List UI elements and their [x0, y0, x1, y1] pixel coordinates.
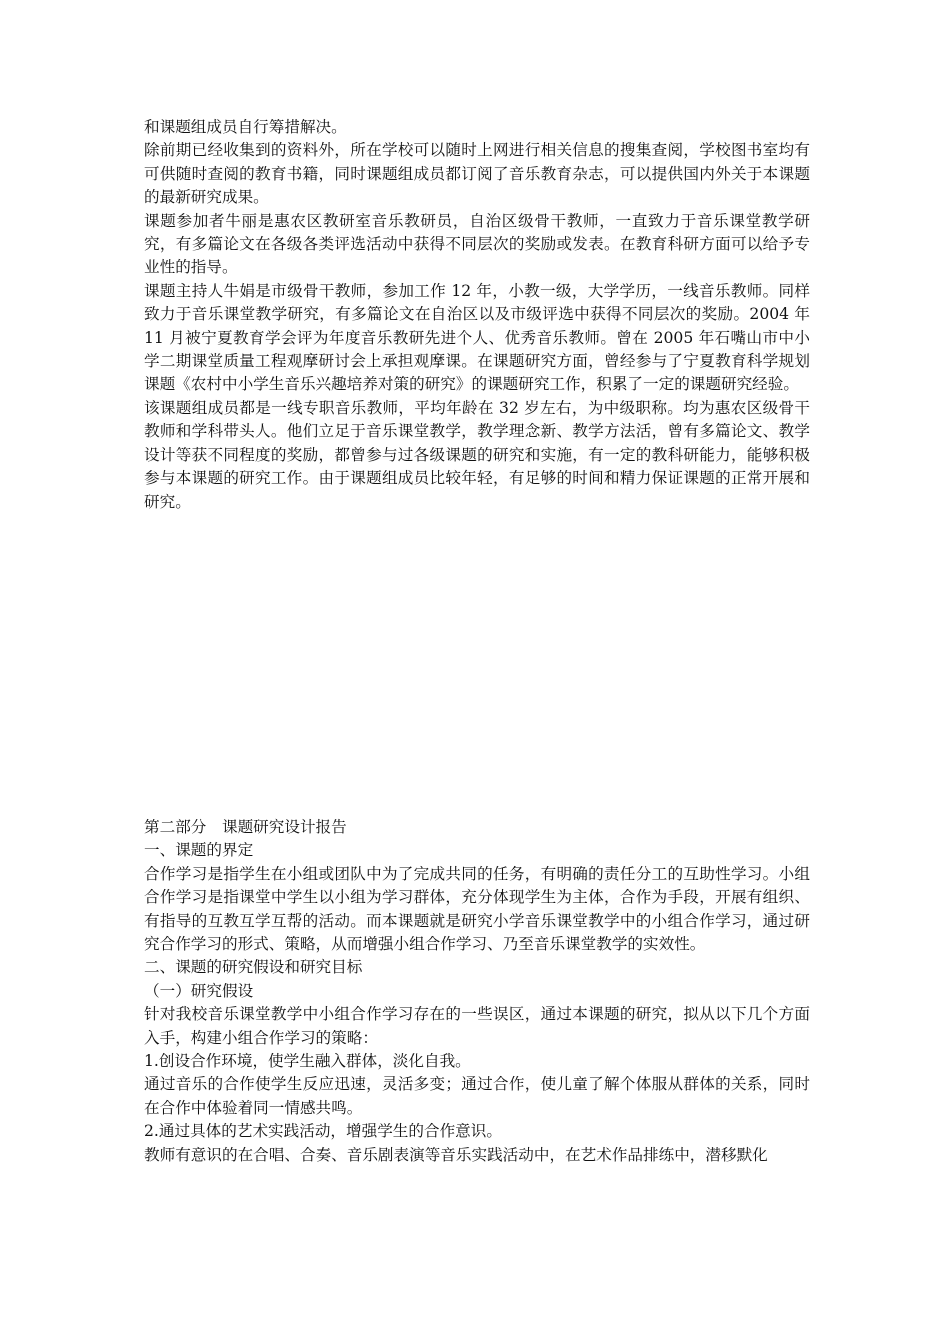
- text-block-bottom: [144, 816, 810, 1167]
- paragraph: 除前期已经收集到的资料外，所在学校可以随时上网进行相关信息的搜集查阅，学校图书室均有可供随时查阅的教育书籍，同时课题组成员都订阅了音乐教育杂志，可以提供国内外关于本课题的最新研究成果。: [144, 141, 810, 207]
- list-item: 1.创设合作环境，使学生融入群体，淡化自我。: [144, 1052, 471, 1071]
- paragraph: 通过音乐的合作使学生反应迅速，灵活多变；通过合作，使儿童了解个体服从群体的关系，同时在合作中体验着同一情感共鸣。: [144, 1075, 810, 1117]
- heading: 一、课题的界定: [144, 841, 254, 860]
- paragraph: 和课题组成员自行筹措解决。: [144, 118, 347, 136]
- text-block-top: [144, 116, 810, 514]
- section-title: 第二部分 课题研究设计报告: [144, 818, 347, 836]
- paragraph: 合作学习是指学生在小组或团队中为了完成共同的任务，有明确的责任分工的互助性学习。小组合作学习是指课堂中学生以小组为学习群体，充分体现学生为主体，合作为手段，开展有组织、有指导的互教互学互帮的活动。而本课题就是研究小学音乐课堂教学中的小组合作学习，通过研究合作学习的形式、策略，从而增强小组合作学习、乃至音乐课堂教学的实效性。: [144, 864, 810, 954]
- paragraph: 针对我校音乐课堂教学中小组合作学习存在的一些误区，通过本课题的研究，拟从以下几个方面入手，构建小组合作学习的策略：: [144, 1005, 810, 1047]
- paragraph: 课题参加者牛丽是惠农区教研室音乐教研员，自治区级骨干教师，一直致力于音乐课堂教学研究，有多篇论文在各级各类评选活动中获得不同层次的奖励或发表。在教育科研方面可以给予专业性的指导。: [144, 211, 810, 277]
- list-item: 2.通过具体的艺术实践活动，增强学生的合作意识。: [144, 1122, 502, 1141]
- subheading: （一）研究假设: [144, 981, 254, 1000]
- heading: 二、课题的研究假设和研究目标: [144, 958, 363, 977]
- paragraph: 课题主持人牛娟是市级骨干教师，参加工作 12 年，小教一级，大学学历，一线音乐教师。同样致力于音乐课堂教学研究，有多篇论文在自治区以及市级评选中获得不同层次的奖励。2004 年 11 月被宁夏教育学会评为年度音乐教研先进个人、优秀音乐教师。曾在 2005 年石嘴山市中小学二期课堂质量工程观摩研讨会上承担观摩课。在课题研究方面，曾经参与了宁夏教育科学规划课题《农村中小学生音乐兴趣培养对策的研究》的课题研究工作，积累了一定的课题研究经验。: [144, 281, 810, 394]
- paragraph: 该课题组成员都是一线专职音乐教师，平均年龄在 32 岁左右，为中级职称。均为惠农区级骨干教师和学科带头人。他们立足于音乐课堂教学，教学理念新、教学方法活，曾有多篇论文、教学设计等获不同程度的奖励，都曾参与过各级课题的研究和实施，有一定的教科研能力，能够积极参与本课题的研究工作。由于课题组成员比较年轻，有足够的时间和精力保证课题的正常开展和研究。: [144, 398, 810, 511]
- paragraph: 教师有意识的在合唱、合奏、音乐剧表演等音乐实践活动中，在艺术作品排练中，潜移默化: [144, 1145, 768, 1164]
